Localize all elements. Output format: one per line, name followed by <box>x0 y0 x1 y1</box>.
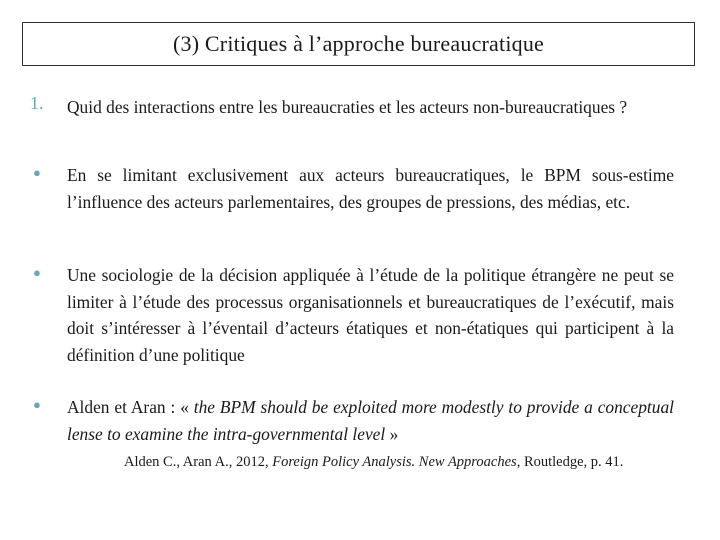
quote-text: the BPM should be exploited more modestly to provide a conceptual lense to examine the intra-governmental level <box>67 397 674 444</box>
slide-title: (3) Critiques à l’approche bureaucratique <box>172 31 545 56</box>
reference-book: Foreign Policy Analysis. New Approaches <box>272 454 517 470</box>
item-text: En se limitant exclusivement aux acteurs bureaucratiques, le BPM sous-estime l’influence des acteurs parlementaires, des groupes de pressions, des médias, etc. <box>67 165 674 212</box>
item-text: Quid des interactions entre les bureaucraties et les acteurs non-bureaucratiques ? <box>67 97 628 117</box>
title-box <box>22 22 695 66</box>
list-number: 1. <box>30 93 44 113</box>
reference <box>124 452 684 472</box>
item-text: Une sociologie de la décision appliquée à l’étude de la politique étrangère ne peut se limiter à l’étude des processus organisationnels et bureaucratiques de l’exécutif, mais doit s’intéresser à l’éventail d’acteurs étatiques et non-étatiques qui participent à la définition d’une politique <box>67 265 674 365</box>
bullet-icon: ● <box>33 165 41 180</box>
quote-suffix: » <box>385 423 399 444</box>
item-text <box>67 394 674 447</box>
quote-prefix: Alden et Aran : « <box>67 397 194 417</box>
bullet-icon: ● <box>33 397 41 412</box>
bullet-icon: ● <box>33 265 41 280</box>
reference-authors: Alden C., Aran A., 2012, <box>124 454 273 470</box>
reference-rest: , Routledge, p. 41. <box>516 454 624 470</box>
